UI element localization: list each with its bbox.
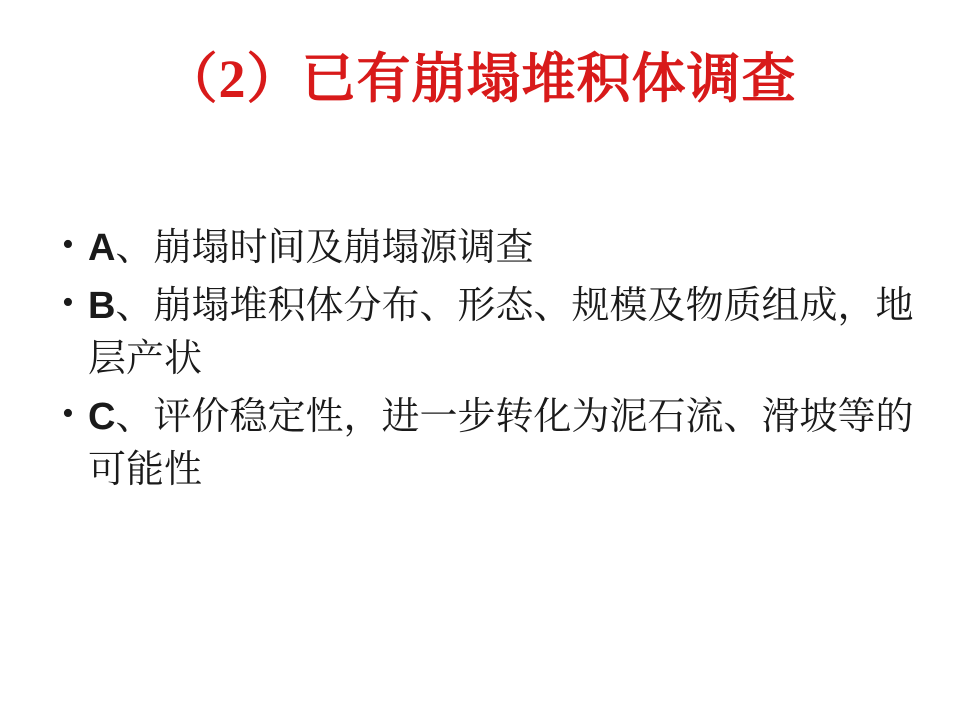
- bullet-marker-icon: •: [62, 284, 74, 322]
- bullet-marker-icon: •: [62, 395, 74, 433]
- list-item-body: 、崩塌堆积体分布、形态、规模及物质组成，地层产状: [88, 285, 914, 380]
- list-item-label: C: [88, 396, 116, 439]
- bullet-list: [48, 222, 928, 502]
- list-item: [48, 391, 928, 496]
- list-item-body: 、评价稳定性，进一步转化为泥石流、滑坡等的可能性: [88, 396, 914, 491]
- list-item: [48, 222, 928, 274]
- list-item: [48, 280, 928, 385]
- list-item-label: B: [88, 285, 116, 328]
- page-title: （2）已有崩塌堆积体调查: [163, 49, 797, 109]
- list-item-text: [88, 222, 928, 274]
- list-item-text: [88, 391, 928, 496]
- list-item-body: 、崩塌时间及崩塌源调查: [115, 227, 534, 269]
- list-item-text: [88, 280, 928, 385]
- bullet-marker-icon: •: [62, 226, 74, 263]
- list-item-label: A: [88, 227, 116, 269]
